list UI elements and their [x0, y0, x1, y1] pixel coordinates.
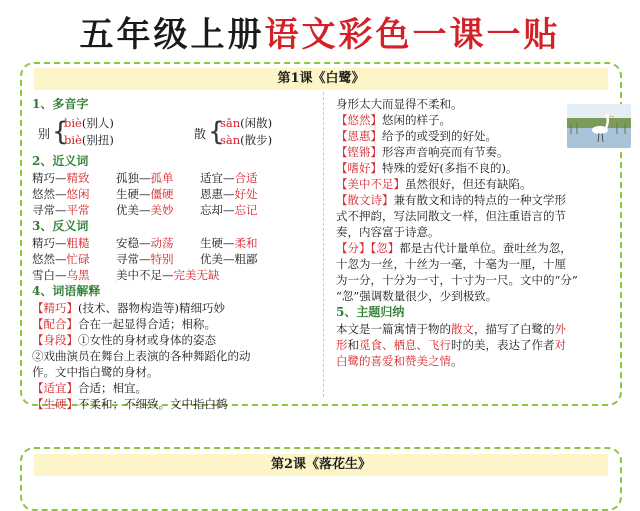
explanation-line: 【精巧】(技术、器物构造等)精细巧妙	[32, 301, 225, 315]
antonym-row: 雪白—乌黑 美中不足—完美无缺	[32, 268, 220, 282]
antonym-row: 精巧—粗糙 安稳—动荡 生硬—柔和	[32, 236, 258, 250]
synonym-row: 悠然—悠闲 生硬—僵硬 恩惠—好处	[32, 187, 258, 201]
definition-line: 【铿锵】形容声音响亮而有节奏。	[336, 145, 509, 159]
title-black: 五年级上册	[79, 15, 265, 55]
theme-summary: 本文是一篇寓情于物的散文，描写了白鹭的外 形和觅食、栖息、飞行时的美，表达了作者对 白鹭的喜爱和赞美之情。	[336, 322, 566, 368]
definition-line: 【恩惠】给予的或受到的好处。	[336, 129, 497, 143]
polyphone-char: 别	[38, 127, 51, 141]
title-red: 语文彩色一课一贴	[264, 15, 561, 55]
definition-line: 【美中不足】虽然很好，但还有缺陷。	[336, 177, 532, 191]
explanation-line: 【生硬】不柔和；不细致。文中指白鹤	[32, 397, 228, 411]
section-antonyms: 3、反义词	[32, 219, 89, 233]
definition-line: 十忽为一丝，十丝为一毫，十毫为一厘，十厘	[336, 257, 566, 271]
left-column	[32, 96, 320, 412]
synonym-row: 寻常—平常 优美—美妙 忘却—忘记	[32, 203, 258, 217]
explanation-line: 作。文中指白鹭的身材。	[32, 365, 159, 379]
lesson-2-header: 第2课《落花生》	[34, 454, 608, 476]
page-title	[0, 10, 640, 60]
lesson-1-card	[20, 62, 622, 411]
brace-icon: {	[208, 117, 225, 147]
definition-line: 【散文诗】兼有散文和诗的特点的一种文学形	[336, 193, 566, 207]
lesson-1-header: 第1课《白鹭》	[34, 68, 608, 90]
polyphone-char: 散	[194, 127, 207, 141]
polyphone-block	[32, 113, 320, 151]
polyphone-option: sǎn(闲散)	[220, 116, 273, 130]
definition-line: 【嗜好】特殊的爱好(多指不良的)。	[336, 161, 518, 175]
section-theme: 5、主题归纳	[336, 305, 405, 319]
column-divider	[323, 92, 324, 397]
section-explanations: 4、词语解释	[32, 284, 101, 298]
definition-line: 【分】【忽】都是古代计量单位。蚕吐丝为忽，	[336, 241, 572, 255]
explanation-line: 【身段】①女性的身材或身体的姿态	[32, 333, 216, 347]
definition-line: 为一分，十分为一寸，十寸为一尺。文中的“分”	[336, 273, 578, 287]
section-polyphones: 1、多音字	[32, 97, 89, 111]
right-column	[336, 96, 614, 369]
definition-line: 奏，内容富于诗意。	[336, 225, 440, 239]
definition-line: 身形太大而显得不柔和。	[336, 97, 463, 111]
synonym-row: 精巧—精致 孤独—孤单 适宜—合适	[32, 171, 258, 185]
polyphone-option: sàn(散步)	[220, 133, 273, 147]
polyphone-option: biè(别人)	[64, 116, 114, 130]
antonym-row: 悠然—忙碌 寻常—特别 优美—粗鄙	[32, 252, 258, 266]
explanation-line: 【适宜】合适；相宜。	[32, 381, 147, 395]
explanation-line: ②戏曲演员在舞台上表演的各种舞蹈化的动	[32, 349, 251, 363]
section-synonyms: 2、近义词	[32, 154, 89, 168]
definition-line: “忽”强调数量很少，少到极致。	[336, 289, 498, 303]
explanation-line: 【配合】合在一起显得合适；相称。	[32, 317, 216, 331]
polyphone-option: biè(别扭)	[64, 133, 114, 147]
lesson-2-card	[20, 447, 622, 511]
definition-line: 式不押韵，写法同散文一样，但注重语言的节	[336, 209, 566, 223]
definition-line: 【悠然】悠闲的样子。	[336, 113, 451, 127]
brace-icon: {	[52, 117, 69, 147]
egret-photo-icon	[567, 104, 631, 148]
